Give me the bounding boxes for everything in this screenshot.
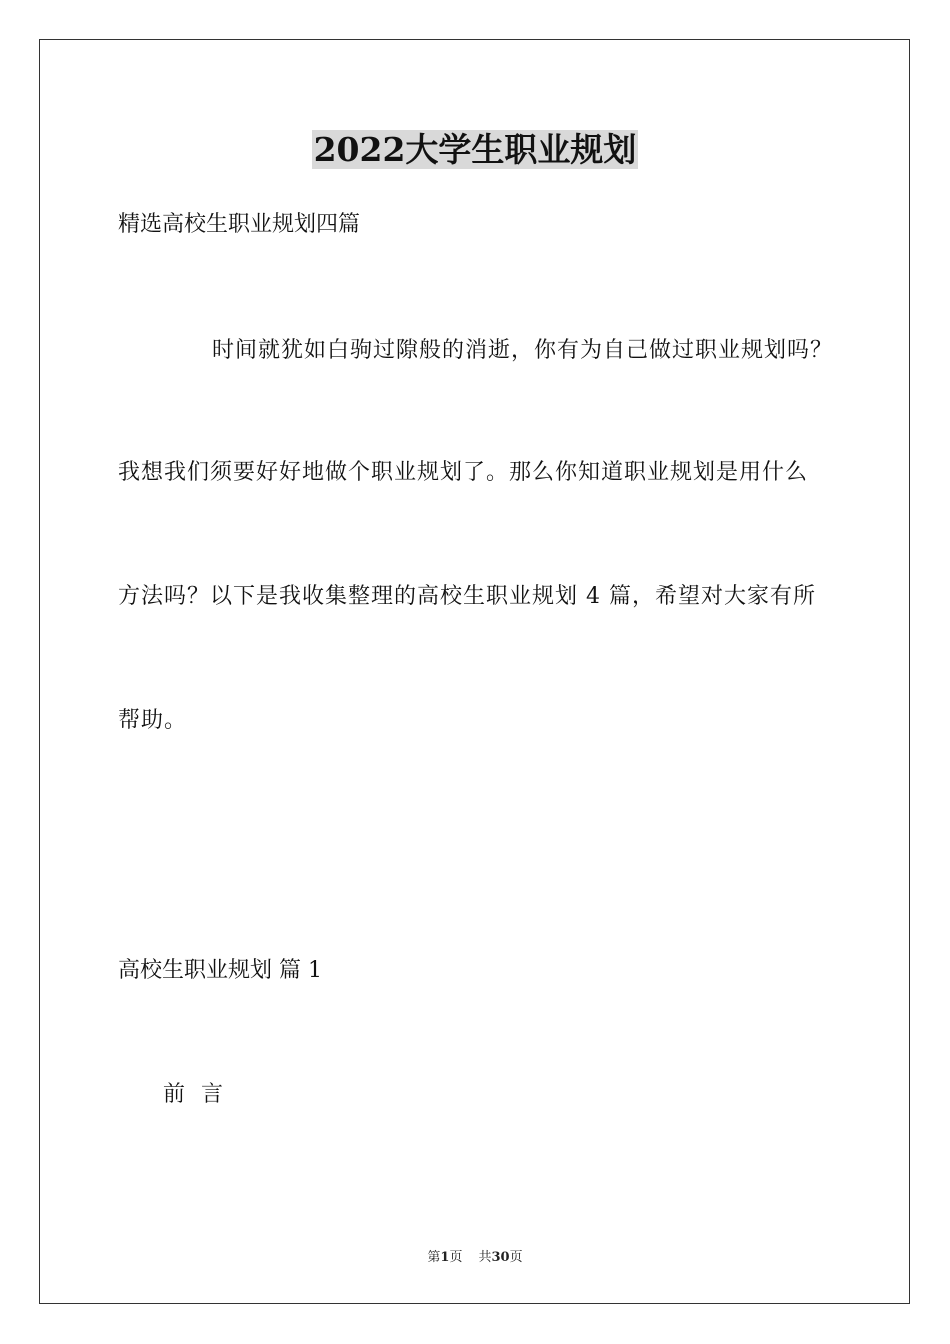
paragraph-line-2: 我想我们须要好好地做个职业规划了。那么你知道职业规划是用什么	[118, 460, 809, 485]
footer-total-prefix: 共	[478, 1250, 492, 1265]
preface-char-1: 前	[163, 1082, 186, 1107]
document-subtitle: 精选高校生职业规划四篇	[118, 212, 361, 237]
footer-page-prefix: 第	[427, 1250, 441, 1265]
paragraph-line-3: 方法吗？以下是我收集整理的高校生职业规划 4 篇，希望对大家有所	[118, 584, 816, 609]
document-title	[0, 128, 950, 172]
footer-page-number: 1	[440, 1250, 450, 1265]
section-heading: 高校生职业规划 篇 1	[118, 958, 322, 983]
footer-total-pages: 30	[491, 1250, 510, 1265]
preface-char-2: 言	[201, 1082, 224, 1107]
document-title-text: 2022大学生职业规划	[313, 130, 637, 169]
footer-total-suffix: 页	[509, 1250, 523, 1265]
footer-page-suffix: 页	[449, 1250, 463, 1265]
paragraph-line-4: 帮助。	[118, 708, 188, 733]
paragraph-line-1: 时间就犹如白驹过隙般的消逝，你有为自己做过职业规划吗？	[212, 338, 834, 363]
page-footer	[0, 1250, 950, 1266]
preface-heading	[163, 1080, 223, 1110]
